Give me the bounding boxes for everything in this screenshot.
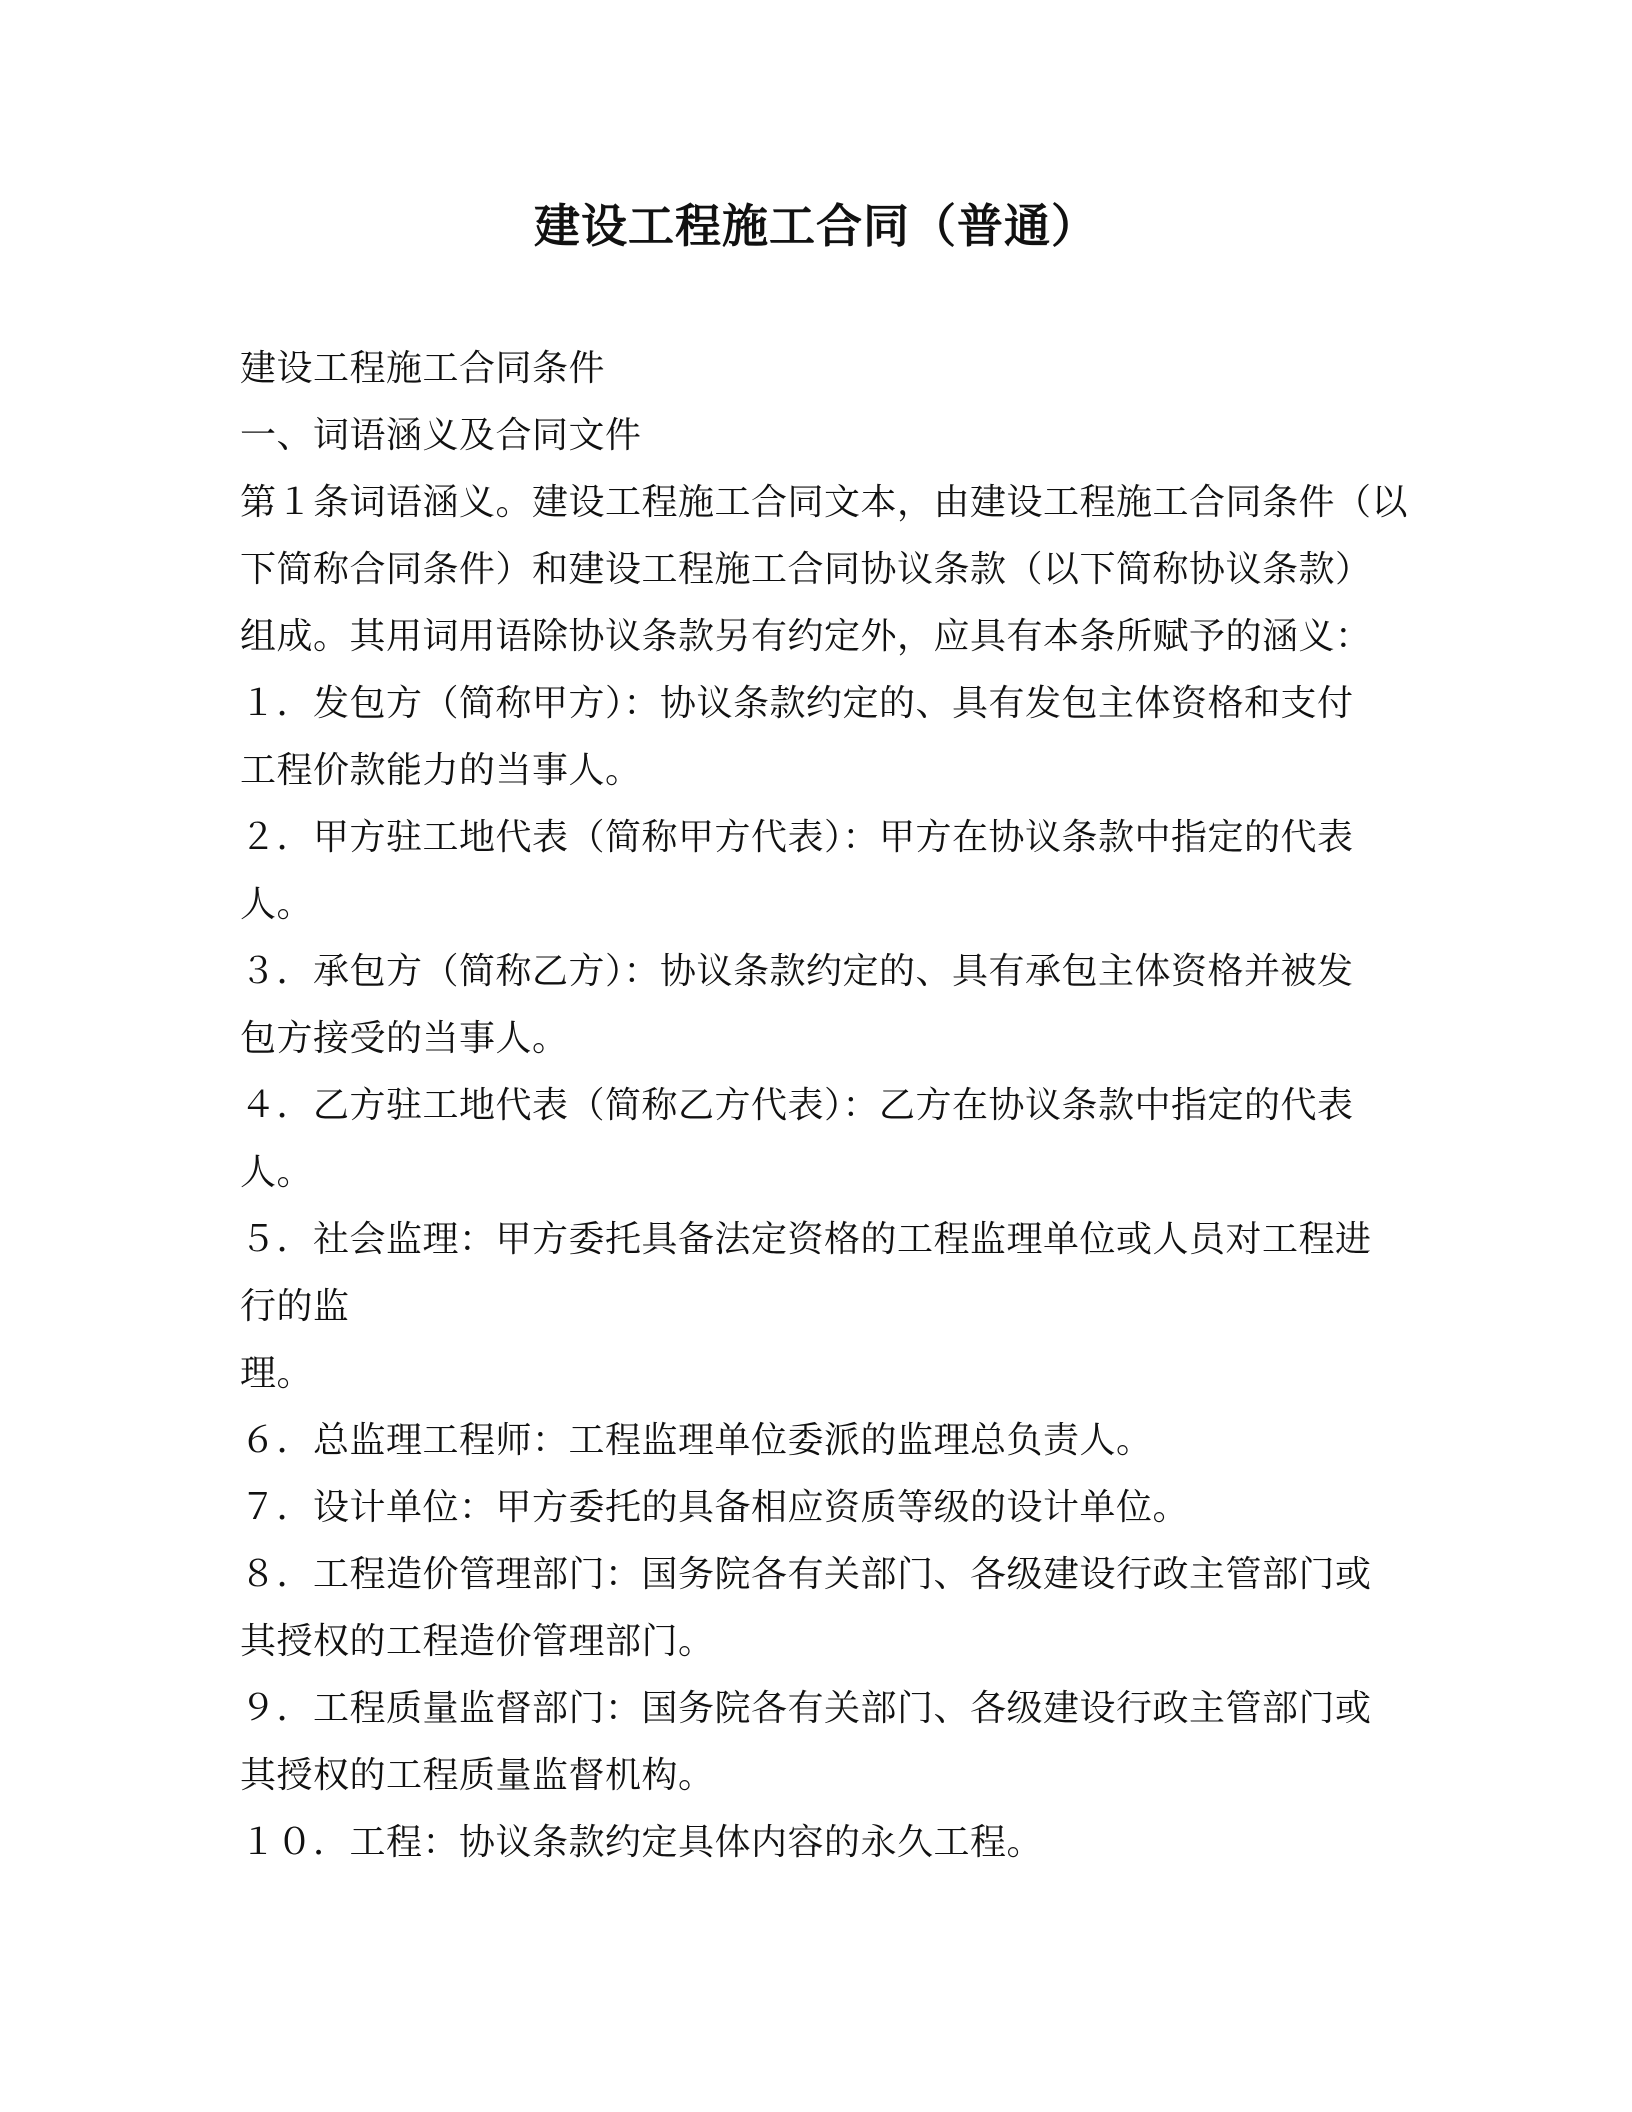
document-body	[240, 335, 1409, 1876]
paragraph-line: 其授权的工程质量监督机构。	[240, 1755, 715, 1796]
paragraph-line: 理。	[240, 1353, 314, 1394]
paragraph-line: １０．工程：协议条款约定具体内容的永久工程。	[240, 1822, 1044, 1863]
chapter-heading: 一、词语涵义及合同文件	[240, 415, 642, 456]
paragraph-line: ７．设计单位：甲方委托的具备相应资质等级的设计单位。	[240, 1487, 1190, 1528]
paragraph-line: ２．甲方驻工地代表（简称甲方代表）：甲方在协议条款中指定的代表	[240, 817, 1354, 858]
paragraph-line: ５．社会监理：甲方委托具备法定资格的工程监理单位或人员对工程进	[240, 1219, 1372, 1260]
paragraph-line: ３．承包方（简称乙方）：协议条款约定的、具有承包主体资格并被发	[240, 951, 1354, 992]
paragraph-line: ６．总监理工程师：工程监理单位委派的监理总负责人。	[240, 1420, 1153, 1461]
paragraph-line: 工程价款能力的当事人。	[240, 750, 642, 791]
paragraph-line: 下简称合同条件）和建设工程施工合同协议条款（以下简称协议条款）	[240, 549, 1372, 590]
paragraph-line: 其授权的工程造价管理部门。	[240, 1621, 715, 1662]
paragraph-line: 包方接受的当事人。	[240, 1018, 569, 1059]
paragraph-line: 组成。其用词用语除协议条款另有约定外，应具有本条所赋予的涵义：	[240, 616, 1372, 657]
paragraph-line: 人。	[240, 884, 314, 925]
paragraph-line: ４．乙方驻工地代表（简称乙方代表）：乙方在协议条款中指定的代表	[240, 1085, 1354, 1126]
paragraph-line: 行的监	[240, 1286, 350, 1327]
paragraph-line: 第１条词语涵义。建设工程施工合同文本，由建设工程施工合同条件（以	[240, 482, 1409, 523]
paragraph-line: ９．工程质量监督部门：国务院各有关部门、各级建设行政主管部门或	[240, 1688, 1372, 1729]
section-heading: 建设工程施工合同条件	[240, 348, 606, 389]
paragraph-line: １．发包方（简称甲方）：协议条款约定的、具有发包主体资格和支付	[240, 683, 1354, 724]
document-title: 建设工程施工合同（普通）	[534, 199, 1098, 253]
paragraph-line: 人。	[240, 1152, 314, 1193]
paragraph-line: ８．工程造价管理部门：国务院各有关部门、各级建设行政主管部门或	[240, 1554, 1372, 1595]
